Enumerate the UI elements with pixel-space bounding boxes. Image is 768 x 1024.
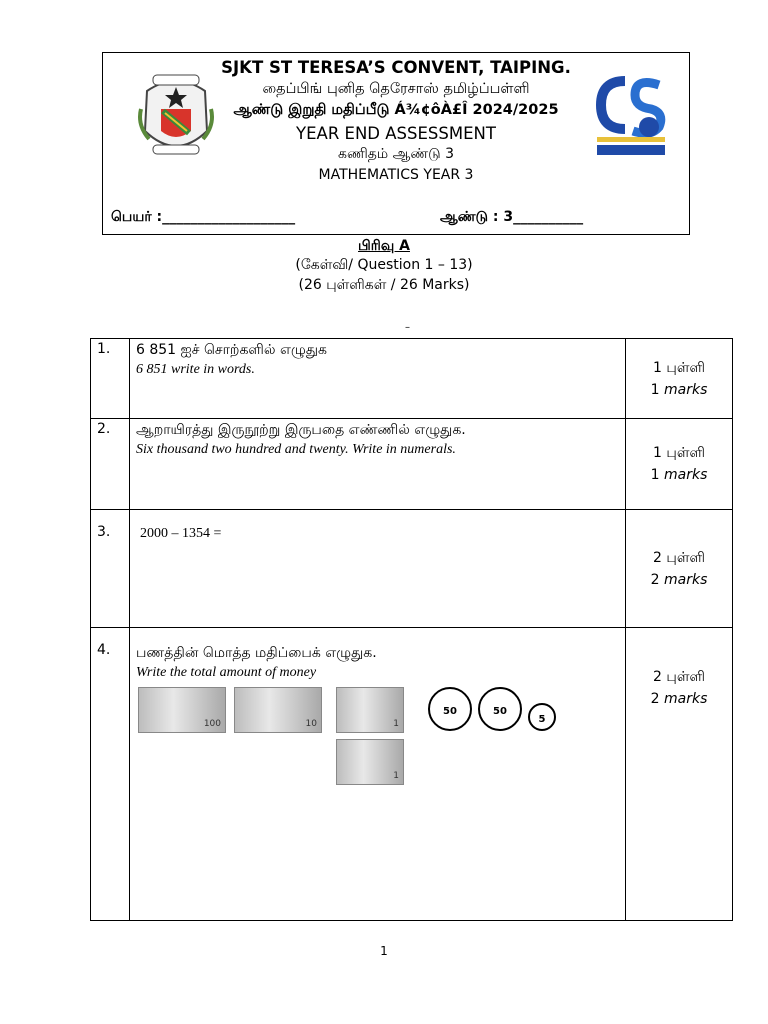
assessment-title: YEAR END ASSESSMENT bbox=[296, 124, 496, 143]
banknote-icon: 1 bbox=[336, 687, 404, 733]
header-box bbox=[102, 52, 690, 235]
class-field[interactable]: ஆண்டு : 3__________ bbox=[440, 209, 584, 225]
subject-title-tamil: கணிதம் ஆண்டு 3 bbox=[338, 146, 454, 162]
section-question-range: (கேள்வி/ Question 1 – 13) bbox=[295, 257, 473, 273]
question-expression: 2000 – 1354 = bbox=[140, 526, 222, 541]
marks-english: 1 marks bbox=[650, 381, 708, 398]
question-text-tamil: ஆறாயிரத்து இருநூற்று இருபதை எண்ணில் எழுதுக. bbox=[136, 422, 466, 438]
question-marks bbox=[626, 510, 733, 628]
question-row bbox=[91, 628, 733, 921]
coin-icon: 50 bbox=[428, 687, 472, 731]
question-number: 2. bbox=[91, 419, 130, 510]
banknote-icon: 10 bbox=[234, 687, 322, 733]
money-illustration bbox=[136, 683, 619, 787]
question-number: 1. bbox=[91, 339, 130, 419]
marks-tamil: 2 புள்ளி bbox=[653, 549, 705, 566]
program-logo-icon bbox=[595, 73, 667, 159]
marks-tamil: 1 புள்ளி bbox=[653, 445, 705, 461]
question-text bbox=[130, 419, 626, 510]
school-name: SJKT ST TERESA’S CONVENT, TAIPING. bbox=[221, 58, 571, 77]
stray-mark: – bbox=[405, 322, 410, 333]
page-number: 1 bbox=[380, 944, 388, 958]
question-text bbox=[130, 510, 626, 628]
marks-english: 1 marks bbox=[650, 467, 708, 483]
question-text-tamil: 6 851 ஐச் சொற்களில் எழுதுக bbox=[136, 342, 327, 358]
question-number: 4. bbox=[91, 628, 130, 921]
school-name-tamil: தைப்பிங் புனித தெரேசாஸ் தமிழ்ப்பள்ளி bbox=[262, 81, 530, 97]
assessment-title-tamil: ஆண்டு இறுதி மதிப்பீடு Á¾¢ôÀ£Î 2024/2025 bbox=[233, 102, 559, 118]
question-table bbox=[90, 338, 733, 921]
coin-icon: 5 bbox=[528, 703, 556, 731]
question-marks bbox=[626, 339, 733, 419]
question-marks bbox=[626, 628, 733, 921]
banknote-icon: 100 bbox=[138, 687, 226, 733]
subject-title: MATHEMATICS YEAR 3 bbox=[318, 167, 474, 183]
section-total-marks: (26 புள்ளிகள் / 26 Marks) bbox=[298, 277, 470, 293]
question-text-english: Six thousand two hundred and twenty. Write in numerals. bbox=[136, 442, 456, 457]
question-text bbox=[130, 339, 626, 419]
question-text bbox=[130, 628, 626, 921]
question-row bbox=[91, 510, 733, 628]
section-title: பிரிவு A bbox=[358, 238, 410, 254]
marks-english: 2 marks bbox=[650, 691, 708, 707]
question-text-english: Write the total amount of money bbox=[136, 665, 317, 680]
banknote-icon: 1 bbox=[336, 739, 404, 785]
question-text-english: 6 851 write in words. bbox=[136, 362, 255, 377]
question-number: 3. bbox=[91, 510, 130, 628]
student-name-field[interactable]: பெயர் :___________________ bbox=[111, 209, 296, 225]
marks-tamil: 2 புள்ளி bbox=[653, 669, 705, 685]
coin-icon: 50 bbox=[478, 687, 522, 731]
marks-tamil: 1 புள்ளி bbox=[653, 359, 705, 376]
marks-english: 2 marks bbox=[650, 571, 708, 588]
question-row bbox=[91, 339, 733, 419]
question-marks bbox=[626, 419, 733, 510]
question-row bbox=[91, 419, 733, 510]
question-text-tamil: பணத்தின் மொத்த மதிப்பைக் எழுதுக. bbox=[136, 645, 377, 661]
